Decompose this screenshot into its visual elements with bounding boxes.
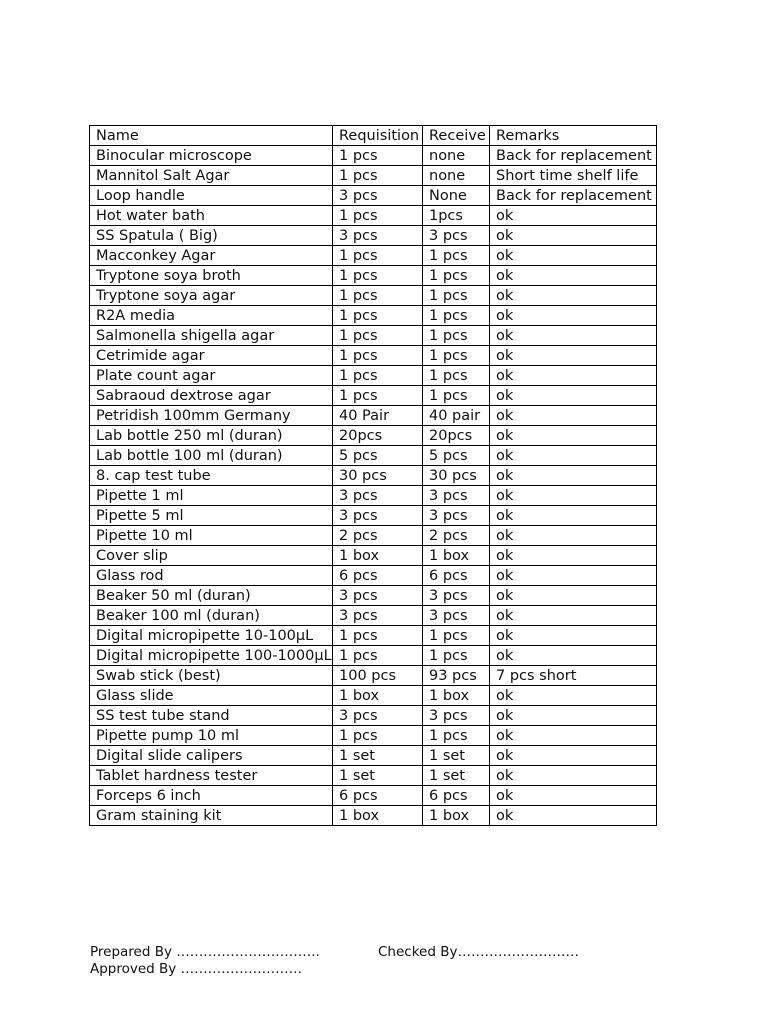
table-row [90, 766, 657, 786]
requisition-cell: 6 pcs [333, 566, 423, 586]
item-name-cell: Beaker 50 ml (duran) [90, 586, 333, 606]
requisition-cell: 3 pcs [333, 186, 423, 206]
requisition-cell: 1 pcs [333, 326, 423, 346]
item-name-cell: Gram staining kit [90, 806, 333, 826]
remarks-cell: Back for replacement [490, 146, 657, 166]
item-name-cell: Pipette 5 ml [90, 506, 333, 526]
receive-cell: 1 pcs [423, 306, 490, 326]
remarks-cell: ok [490, 586, 657, 606]
receive-cell: 3 pcs [423, 706, 490, 726]
receive-cell: 1 pcs [423, 266, 490, 286]
requisition-cell: 1 pcs [333, 306, 423, 326]
item-name-cell: Macconkey Agar [90, 246, 333, 266]
item-name-cell: 8. cap test tube [90, 466, 333, 486]
receive-cell: 1 pcs [423, 346, 490, 366]
requisition-cell: 1 box [333, 546, 423, 566]
item-name-cell: Tablet hardness tester [90, 766, 333, 786]
requisition-cell: 1 pcs [333, 286, 423, 306]
remarks-cell: ok [490, 466, 657, 486]
receive-cell: 6 pcs [423, 786, 490, 806]
table-row [90, 146, 657, 166]
remarks-cell: ok [490, 526, 657, 546]
table-row [90, 666, 657, 686]
remarks-cell: ok [490, 486, 657, 506]
remarks-cell: ok [490, 286, 657, 306]
table-body [90, 146, 657, 826]
remarks-cell: ok [490, 626, 657, 646]
table-row [90, 786, 657, 806]
remarks-cell: ok [490, 566, 657, 586]
receive-cell: 1 pcs [423, 626, 490, 646]
receive-cell: 1 pcs [423, 726, 490, 746]
table-row [90, 606, 657, 626]
receive-cell: 20pcs [423, 426, 490, 446]
requisition-cell: 1 pcs [333, 206, 423, 226]
requisition-cell: 1 pcs [333, 266, 423, 286]
receive-cell: 1 pcs [423, 246, 490, 266]
remarks-cell: ok [490, 366, 657, 386]
table-row [90, 466, 657, 486]
item-name-cell: Hot water bath [90, 206, 333, 226]
requisition-cell: 1 pcs [333, 646, 423, 666]
remarks-cell: ok [490, 686, 657, 706]
item-name-cell: Digital micropipette 10-100µL [90, 626, 333, 646]
item-name-cell: Salmonella shigella agar [90, 326, 333, 346]
requisition-cell: 1 set [333, 746, 423, 766]
header-name: Name [90, 126, 333, 146]
requisition-cell: 3 pcs [333, 226, 423, 246]
item-name-cell: Glass slide [90, 686, 333, 706]
item-name-cell: Loop handle [90, 186, 333, 206]
approved-by: Approved By ……………………… [90, 961, 303, 977]
table-row [90, 526, 657, 546]
table-row [90, 346, 657, 366]
receive-cell: none [423, 146, 490, 166]
remarks-cell: ok [490, 306, 657, 326]
remarks-cell: ok [490, 746, 657, 766]
item-name-cell: Pipette pump 10 ml [90, 726, 333, 746]
remarks-cell: ok [490, 606, 657, 626]
table-row [90, 646, 657, 666]
remarks-cell: ok [490, 386, 657, 406]
remarks-cell: ok [490, 326, 657, 346]
inventory-table [89, 125, 657, 826]
requisition-cell: 1 box [333, 686, 423, 706]
remarks-cell: ok [490, 246, 657, 266]
requisition-cell: 100 pcs [333, 666, 423, 686]
table-row [90, 486, 657, 506]
item-name-cell: Swab stick (best) [90, 666, 333, 686]
item-name-cell: Lab bottle 250 ml (duran) [90, 426, 333, 446]
item-name-cell: Digital slide calipers [90, 746, 333, 766]
table-row [90, 506, 657, 526]
receive-cell: 3 pcs [423, 506, 490, 526]
table-row [90, 806, 657, 826]
header-receive: Receive [423, 126, 490, 146]
remarks-cell: ok [490, 266, 657, 286]
table-row [90, 546, 657, 566]
remarks-cell: Short time shelf life [490, 166, 657, 186]
requisition-cell: 1 pcs [333, 246, 423, 266]
remarks-cell: ok [490, 406, 657, 426]
receive-cell: 1 pcs [423, 326, 490, 346]
item-name-cell: Petridish 100mm Germany [90, 406, 333, 426]
remarks-cell: Back for replacement [490, 186, 657, 206]
requisition-cell: 1 pcs [333, 726, 423, 746]
receive-cell: 1 set [423, 766, 490, 786]
remarks-cell: ok [490, 546, 657, 566]
requisition-cell: 6 pcs [333, 786, 423, 806]
requisition-cell: 3 pcs [333, 586, 423, 606]
item-name-cell: SS Spatula ( Big) [90, 226, 333, 246]
requisition-cell: 1 pcs [333, 386, 423, 406]
table-row [90, 226, 657, 246]
remarks-cell: ok [490, 506, 657, 526]
table-row [90, 426, 657, 446]
requisition-cell: 3 pcs [333, 506, 423, 526]
remarks-cell: 7 pcs short [490, 666, 657, 686]
receive-cell: 30 pcs [423, 466, 490, 486]
receive-cell: 1 set [423, 746, 490, 766]
receive-cell: 40 pair [423, 406, 490, 426]
item-name-cell: Cover slip [90, 546, 333, 566]
receive-cell: 3 pcs [423, 606, 490, 626]
receive-cell: 3 pcs [423, 586, 490, 606]
receive-cell: 1 box [423, 546, 490, 566]
requisition-cell: 3 pcs [333, 486, 423, 506]
remarks-cell: ok [490, 426, 657, 446]
table-row [90, 326, 657, 346]
table-row [90, 686, 657, 706]
table-row [90, 726, 657, 746]
item-name-cell: Pipette 10 ml [90, 526, 333, 546]
item-name-cell: Sabraoud dextrose agar [90, 386, 333, 406]
receive-cell: 3 pcs [423, 486, 490, 506]
table-row [90, 746, 657, 766]
header-remarks: Remarks [490, 126, 657, 146]
table-row [90, 246, 657, 266]
item-name-cell: Tryptone soya broth [90, 266, 333, 286]
receive-cell: 1 box [423, 686, 490, 706]
receive-cell: 1pcs [423, 206, 490, 226]
item-name-cell: Glass rod [90, 566, 333, 586]
requisition-cell: 1 pcs [333, 366, 423, 386]
item-name-cell: Binocular microscope [90, 146, 333, 166]
item-name-cell: Tryptone soya agar [90, 286, 333, 306]
remarks-cell: ok [490, 206, 657, 226]
table-header-row [90, 126, 657, 146]
receive-cell: 1 box [423, 806, 490, 826]
table-row [90, 266, 657, 286]
table-row [90, 166, 657, 186]
header-requisition: Requisition [333, 126, 423, 146]
item-name-cell: R2A media [90, 306, 333, 326]
table-row [90, 406, 657, 426]
receive-cell: 5 pcs [423, 446, 490, 466]
remarks-cell: ok [490, 346, 657, 366]
table-row [90, 306, 657, 326]
table-row [90, 386, 657, 406]
remarks-cell: ok [490, 226, 657, 246]
requisition-cell: 40 Pair [333, 406, 423, 426]
table-row [90, 626, 657, 646]
receive-cell: 93 pcs [423, 666, 490, 686]
item-name-cell: Cetrimide agar [90, 346, 333, 366]
table-row [90, 586, 657, 606]
receive-cell: 1 pcs [423, 286, 490, 306]
receive-cell: 1 pcs [423, 646, 490, 666]
remarks-cell: ok [490, 766, 657, 786]
requisition-cell: 30 pcs [333, 466, 423, 486]
prepared-by: Prepared By ………………………….. [90, 944, 320, 960]
requisition-cell: 1 pcs [333, 626, 423, 646]
receive-cell: 2 pcs [423, 526, 490, 546]
table-row [90, 186, 657, 206]
receive-cell: none [423, 166, 490, 186]
remarks-cell: ok [490, 706, 657, 726]
item-name-cell: Pipette 1 ml [90, 486, 333, 506]
table-row [90, 206, 657, 226]
receive-cell: 3 pcs [423, 226, 490, 246]
item-name-cell: Beaker 100 ml (duran) [90, 606, 333, 626]
receive-cell: 1 pcs [423, 386, 490, 406]
item-name-cell: SS test tube stand [90, 706, 333, 726]
item-name-cell: Forceps 6 inch [90, 786, 333, 806]
checked-by: Checked By……………………… [378, 944, 579, 960]
requisition-cell: 1 box [333, 806, 423, 826]
requisition-cell: 5 pcs [333, 446, 423, 466]
table-row [90, 706, 657, 726]
requisition-cell: 3 pcs [333, 706, 423, 726]
receive-cell: 6 pcs [423, 566, 490, 586]
requisition-cell: 1 pcs [333, 166, 423, 186]
requisition-cell: 1 pcs [333, 346, 423, 366]
remarks-cell: ok [490, 726, 657, 746]
table-row [90, 566, 657, 586]
remarks-cell: ok [490, 786, 657, 806]
receive-cell: 1 pcs [423, 366, 490, 386]
table-row [90, 366, 657, 386]
requisition-cell: 20pcs [333, 426, 423, 446]
requisition-cell: 1 set [333, 766, 423, 786]
item-name-cell: Plate count agar [90, 366, 333, 386]
table-row [90, 286, 657, 306]
item-name-cell: Digital micropipette 100-1000µL [90, 646, 333, 666]
remarks-cell: ok [490, 446, 657, 466]
remarks-cell: ok [490, 646, 657, 666]
requisition-cell: 2 pcs [333, 526, 423, 546]
requisition-cell: 3 pcs [333, 606, 423, 626]
requisition-cell: 1 pcs [333, 146, 423, 166]
item-name-cell: Mannitol Salt Agar [90, 166, 333, 186]
table-row [90, 446, 657, 466]
remarks-cell: ok [490, 806, 657, 826]
receive-cell: None [423, 186, 490, 206]
item-name-cell: Lab bottle 100 ml (duran) [90, 446, 333, 466]
